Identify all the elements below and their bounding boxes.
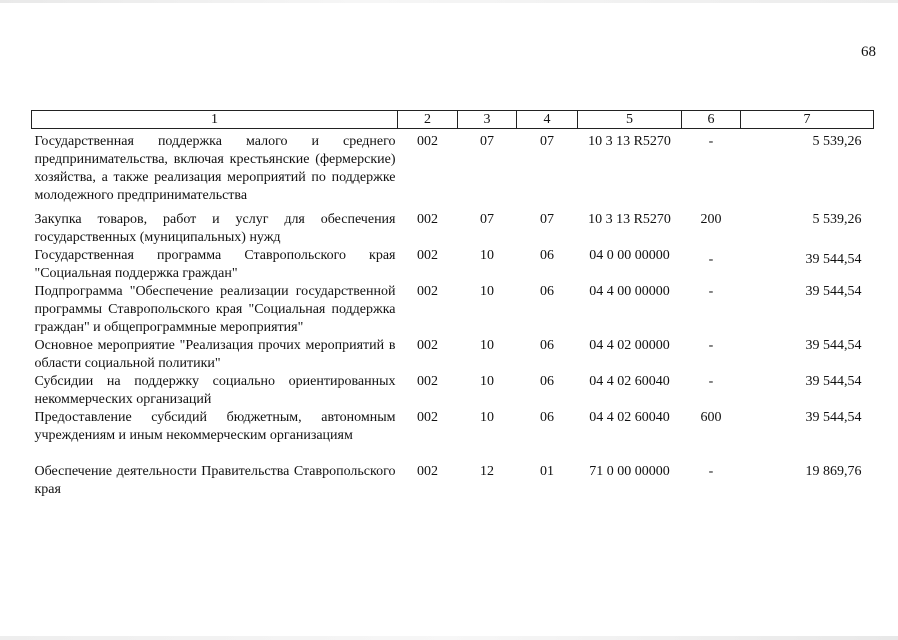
header-col-6: 6	[682, 111, 741, 129]
row-col-5: 10 3 13 R5270	[588, 212, 671, 227]
row-amount: 39 544,54	[805, 284, 862, 299]
row-col-2: 002	[417, 248, 438, 263]
page-number: 68	[861, 44, 876, 60]
row-col-4: 06	[540, 410, 554, 425]
row-col-3: 10	[480, 248, 494, 263]
row-col-3: 07	[480, 212, 494, 227]
header-col-4: 4	[517, 111, 578, 129]
table-row	[32, 247, 874, 283]
row-col-6: -	[708, 374, 714, 389]
row-col-2: 002	[417, 410, 438, 425]
row-name: Закупка товаров, работ и услуг для обеспечения государственных (муниципальных) нужд	[34, 212, 396, 245]
row-name: Обеспечение деятельности Правительства Ставропольского края	[34, 464, 396, 497]
row-col-2: 002	[417, 464, 438, 479]
header-row	[32, 111, 874, 129]
header-col-1: 1	[32, 111, 398, 129]
table-row	[32, 373, 874, 409]
row-name: Предоставление субсидий бюджетным, автономным учреждениям и иным некоммерческим организациям	[34, 410, 396, 443]
row-col-4: 06	[540, 248, 554, 263]
budget-table	[31, 110, 874, 499]
row-name: Государственная программа Ставропольского края "Социальная поддержка граждан"	[34, 248, 396, 281]
row-col-4: 01	[540, 464, 554, 479]
row-col-5: 10 3 13 R5270	[588, 134, 671, 149]
row-col-5: 04 4 02 60040	[589, 374, 670, 389]
row-col-2: 002	[417, 338, 438, 353]
row-col-3: 10	[480, 374, 494, 389]
scan-edge-bottom	[0, 636, 898, 640]
row-name: Государственная поддержка малого и среднего предпринимательства, включая крестьянские (фермерские) хозяйства, а также реализация мероприятий по поддержке молодежного предпринимательства	[34, 134, 396, 203]
table-row	[32, 133, 874, 205]
row-col-6: -	[708, 464, 714, 479]
row-col-4: 06	[540, 284, 554, 299]
row-col-5: 04 0 00 00000	[589, 248, 670, 263]
row-col-6: -	[708, 284, 714, 299]
row-col-5: 04 4 02 60040	[589, 410, 670, 425]
row-col-2: 002	[417, 134, 438, 149]
row-col-2: 002	[417, 374, 438, 389]
header-col-7: 7	[741, 111, 874, 129]
row-amount: 39 544,54	[805, 338, 862, 353]
row-col-3: 10	[480, 410, 494, 425]
row-name: Субсидии на поддержку социально ориентированных некоммерческих организаций	[34, 374, 396, 407]
table-row	[32, 409, 874, 445]
row-col-6: 600	[700, 410, 722, 425]
row-col-3: 12	[480, 464, 494, 479]
row-amount: 39 544,54	[805, 410, 862, 425]
row-col-4: 06	[540, 374, 554, 389]
header-col-3: 3	[458, 111, 517, 129]
row-col-4: 07	[540, 212, 554, 227]
row-amount: 19 869,76	[805, 464, 862, 479]
row-name: Основное мероприятие "Реализация прочих мероприятий в области социальной политики"	[34, 338, 396, 371]
scan-edge-top	[0, 0, 898, 3]
row-col-5: 04 4 02 00000	[589, 338, 670, 353]
table-row	[32, 283, 874, 337]
row-spacer	[32, 445, 874, 463]
row-col-2: 002	[417, 212, 438, 227]
row-amount: 5 539,26	[812, 212, 862, 227]
row-name: Подпрограмма "Обеспечение реализации государственной программы Ставропольского края "Социальная поддержка граждан" и общепрограммные мероприятия"	[34, 284, 396, 335]
header-col-5: 5	[578, 111, 682, 129]
row-col-2: 002	[417, 284, 438, 299]
row-col-6: -	[708, 134, 714, 149]
row-col-5: 04 4 00 00000	[589, 284, 670, 299]
row-col-3: 07	[480, 134, 494, 149]
row-col-4: 07	[540, 134, 554, 149]
row-col-4: 06	[540, 338, 554, 353]
table-row	[32, 463, 874, 499]
row-col-6: 200	[700, 212, 722, 227]
row-amount: 39 544,54	[805, 252, 862, 267]
table-row	[32, 205, 874, 247]
header-col-2: 2	[398, 111, 458, 129]
row-col-6: -	[708, 252, 714, 267]
row-amount: 39 544,54	[805, 374, 862, 389]
row-col-3: 10	[480, 284, 494, 299]
table-row	[32, 337, 874, 373]
row-col-5: 71 0 00 00000	[589, 464, 670, 479]
row-col-6: -	[708, 338, 714, 353]
row-amount: 5 539,26	[812, 134, 862, 149]
row-col-3: 10	[480, 338, 494, 353]
